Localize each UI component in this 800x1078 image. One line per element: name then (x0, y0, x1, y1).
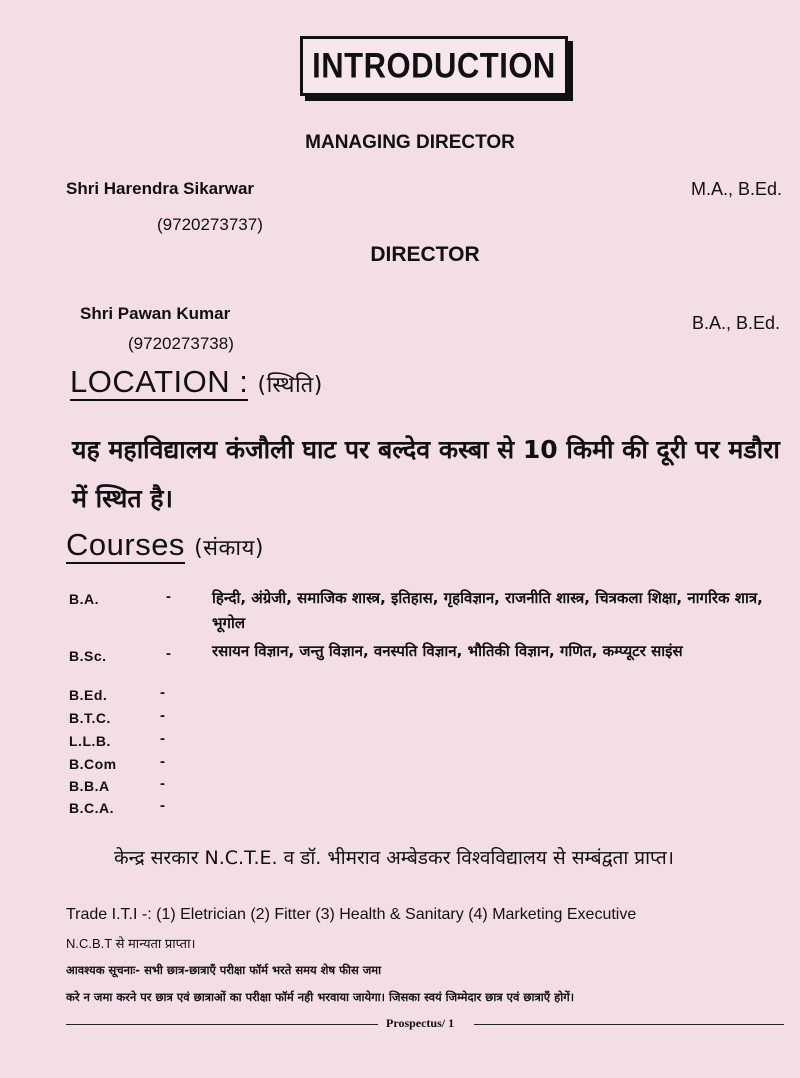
managing-director-qualification: M.A., B.Ed. (690, 179, 782, 199)
course-code: B.Ed. (69, 687, 108, 703)
location-heading-hindi: (स्थिति) (257, 373, 323, 398)
location-text: यह महाविद्यालय कंजौली घाट पर बल्देव कस्बा से 10 किमी की दूरी पर मडौरा में स्थित है। (72, 435, 780, 513)
courses-heading: Courses (66, 527, 185, 562)
location-heading-row (70, 364, 323, 400)
director-qualification: B.A., B.Ed. (691, 313, 780, 333)
page-title: INTRODUCTION (312, 45, 556, 86)
course-dash: - (160, 753, 165, 770)
managing-director-phone: (9720273737) (157, 215, 263, 234)
managing-director-heading: MANAGING DIRECTOR (305, 132, 515, 153)
trade-iti-text: Trade I.T.I -: (1) Eletrician (2) Fitter (3) Health & Sanitary (4) Marketing Executive (66, 906, 637, 923)
title-box (300, 36, 568, 96)
course-dash: - (160, 797, 165, 814)
ncbt-recognition: N.C.B.T से मान्यता प्राप्ता। (66, 936, 196, 951)
course-code: B.A. (69, 591, 99, 607)
notice-line-2: करे न जमा करने पर छात्र एवं छात्राओं का परीक्षा फॉर्म नही भरवाया जायेगा। जिसका स्वयं जिम्मेदार छात्र एवं छात्राएँ होगें। (66, 990, 575, 1004)
course-dash: - (166, 588, 171, 605)
affiliation-statement: केन्द्र सरकार N.C.T.E. व डॉ. भीमराव अम्बेडकर विश्वविद्यालय से सम्बंद्वता प्राप्त। (114, 847, 674, 869)
course-dash: - (160, 775, 165, 792)
footer-page-number: Prospectus/ 1 (386, 1016, 455, 1030)
director-name: Shri Pawan Kumar (80, 304, 231, 323)
director-heading: DIRECTOR (370, 243, 480, 266)
footer-rule-right (474, 1024, 784, 1025)
location-heading: LOCATION : (70, 364, 249, 399)
course-dash: - (160, 730, 165, 747)
course-code: B.T.C. (69, 710, 111, 726)
notice-line-1: आवश्यक सूचनाः- सभी छात्र-छात्राएँ परीक्षा फॉर्म भरते समय शेष फीस जमा (66, 963, 382, 977)
course-code: B.Com (69, 756, 117, 772)
managing-director-name: Shri Harendra Sikarwar (66, 179, 255, 198)
director-phone: (9720273738) (128, 334, 234, 353)
course-dash: - (166, 645, 171, 662)
course-code: B.B.A (69, 778, 110, 794)
course-subjects: रसायन विज्ञान, जन्तु विज्ञान, वनस्पति विज्ञान, भौतिकी विज्ञान, गणित, कम्प्यूटर साइंस (212, 642, 683, 660)
affiliation-text (66, 843, 796, 873)
course-code: L.L.B. (69, 733, 111, 749)
course-dash: - (160, 684, 165, 701)
course-code: B.C.A. (69, 800, 114, 816)
course-code: B.Sc. (69, 648, 107, 664)
courses-heading-row (66, 527, 264, 563)
courses-heading-hindi: (संकाय) (194, 536, 264, 561)
course-subjects: हिन्दी, अंग्रेजी, समाजिक शास्त्र, इतिहास, गृहविज्ञान, राजनीति शास्त्र, चित्रकला शिक्षा, नागरिक शात्र, भूगोल (212, 589, 763, 632)
footer-rule-left (66, 1024, 378, 1025)
course-dash: - (160, 707, 165, 724)
